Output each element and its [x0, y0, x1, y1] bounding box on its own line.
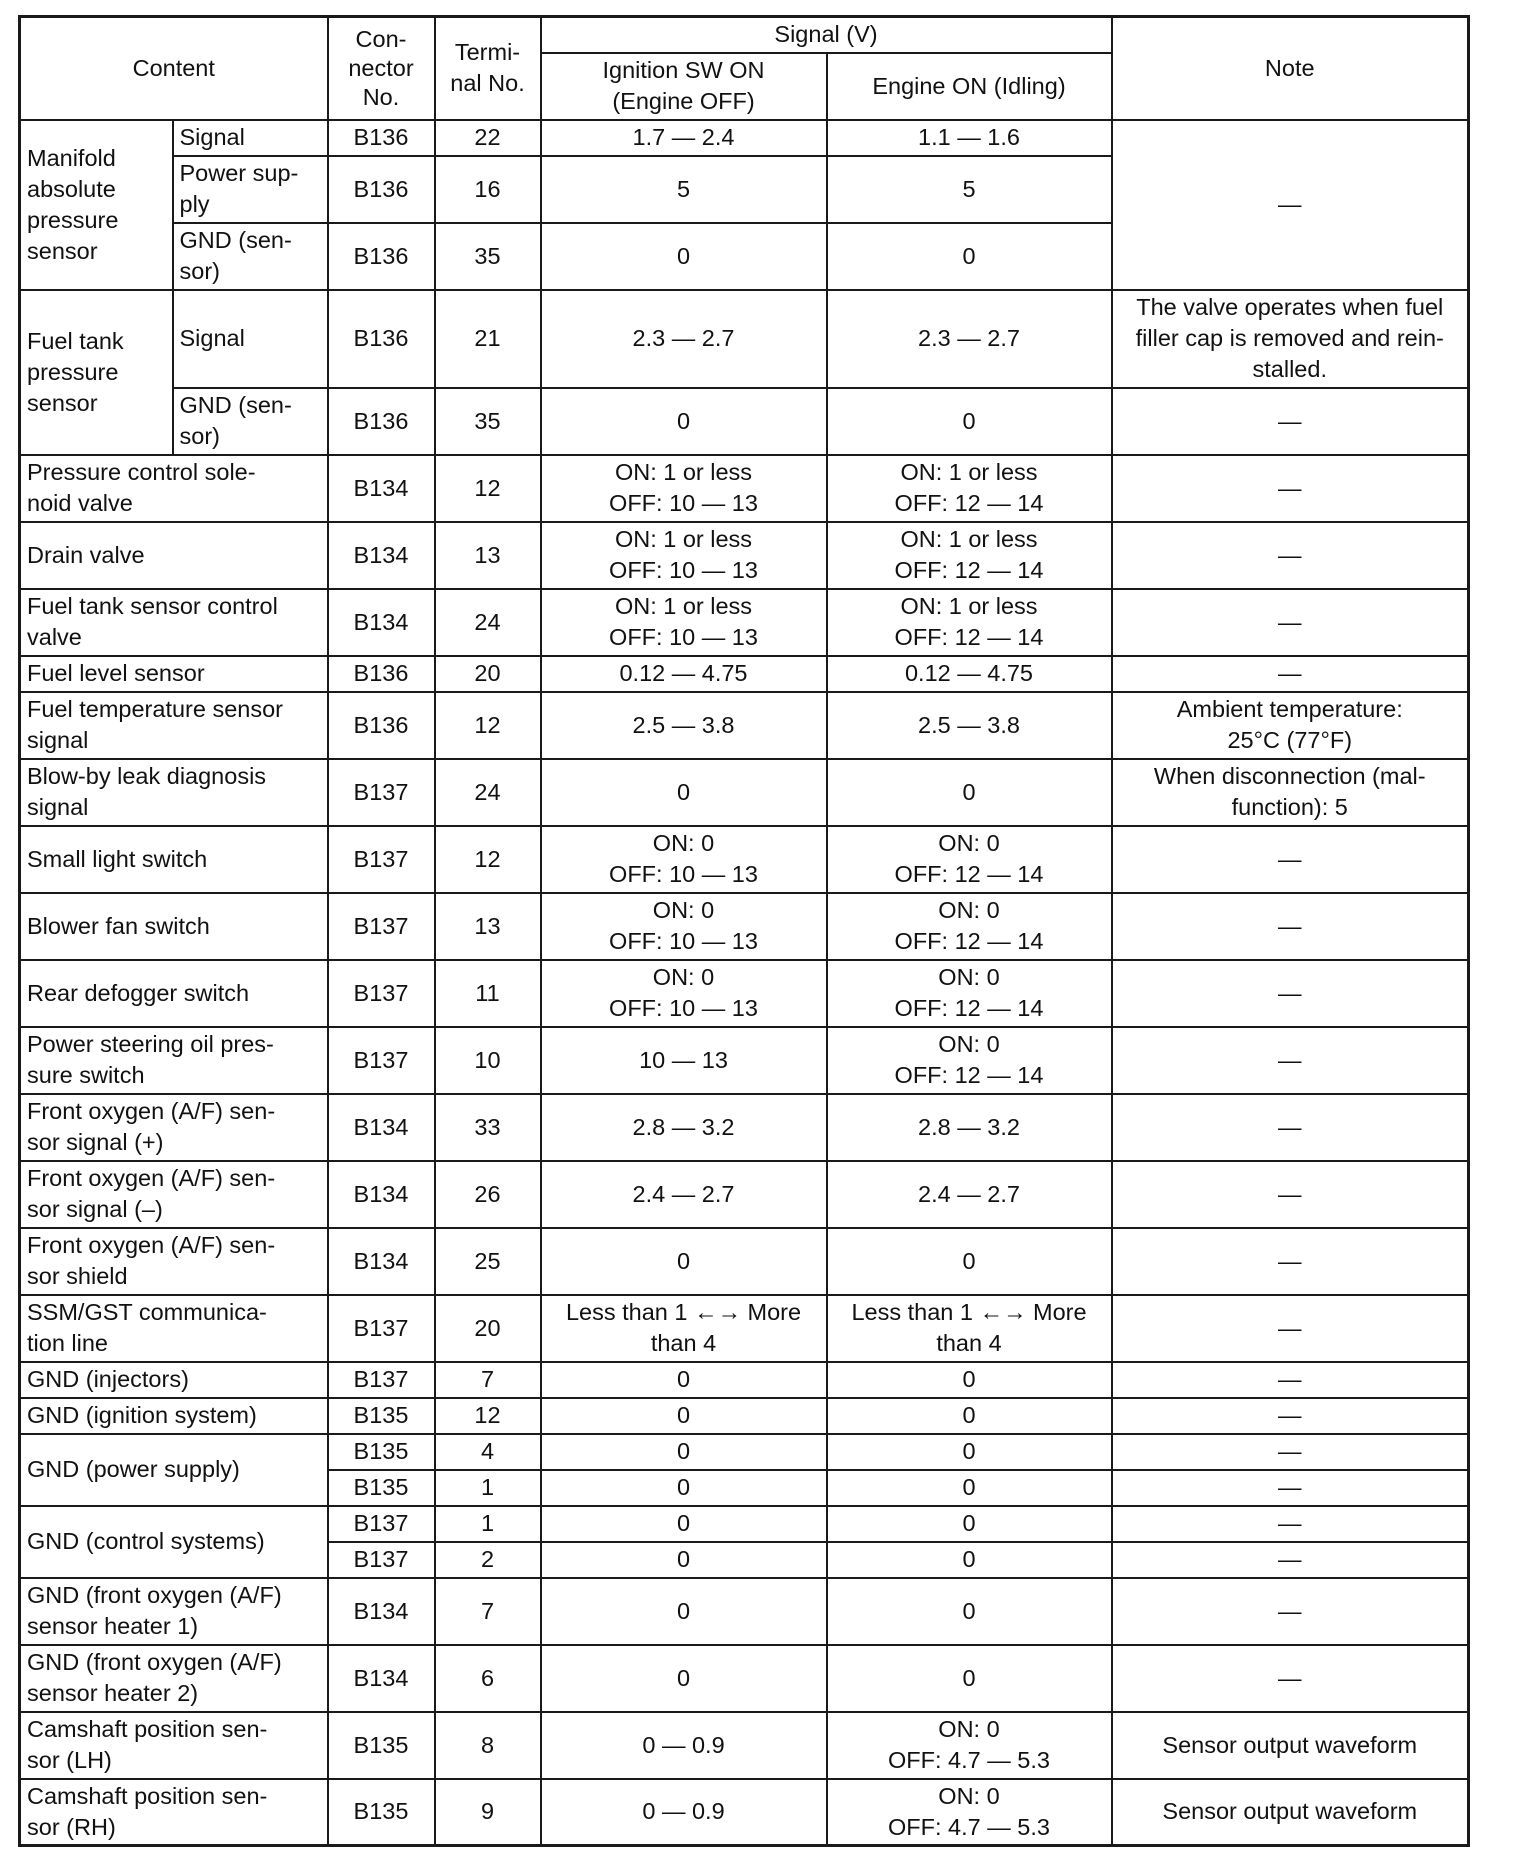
- row-engine-value: ON: 0 OFF: 12 — 14: [827, 893, 1112, 960]
- table-row: [20, 522, 1469, 589]
- row-content: Front oxygen (A/F) sen- sor signal (+): [20, 1094, 328, 1161]
- table-row: [20, 759, 1469, 826]
- table-row: [20, 1295, 1469, 1362]
- row-engine-value: 0: [827, 223, 1112, 290]
- row-terminal: 24: [435, 589, 541, 656]
- row-ignition-value: ON: 1 or less OFF: 10 — 13: [541, 589, 827, 656]
- row-connector: B137: [328, 1542, 435, 1578]
- row-terminal: 20: [435, 656, 541, 692]
- table-row: [20, 1228, 1469, 1295]
- row-note: —: [1112, 589, 1469, 656]
- row-note: —: [1112, 1434, 1469, 1470]
- header-engine-on: Engine ON (Idling): [827, 53, 1112, 120]
- row-note: —: [1112, 1645, 1469, 1712]
- row-ignition-value: 0 — 0.9: [541, 1712, 827, 1779]
- row-content: Fuel temperature sensor signal: [20, 692, 328, 759]
- row-engine-value: 0: [827, 759, 1112, 826]
- row-subcontent: GND (sen- sor): [173, 388, 328, 455]
- row-note: —: [1112, 1506, 1469, 1542]
- row-ignition-value: ON: 0 OFF: 10 — 13: [541, 826, 827, 893]
- table-row: [20, 290, 1469, 388]
- row-ignition-value: 0: [541, 388, 827, 455]
- row-terminal: 2: [435, 1542, 541, 1578]
- terminal-signal-table: [18, 15, 1470, 1847]
- row-note: Sensor output waveform: [1112, 1779, 1469, 1846]
- row-content: Camshaft position sen- sor (LH): [20, 1712, 328, 1779]
- table-row: [20, 1362, 1469, 1398]
- row-ignition-value: 10 — 13: [541, 1027, 827, 1094]
- row-ignition-value: 0: [541, 759, 827, 826]
- row-connector: B134: [328, 589, 435, 656]
- row-engine-value: 0: [827, 1542, 1112, 1578]
- row-terminal: 7: [435, 1578, 541, 1645]
- row-engine-value: 0: [827, 1578, 1112, 1645]
- header-connector: Con- nector No.: [328, 17, 435, 120]
- row-ignition-value: 2.8 — 3.2: [541, 1094, 827, 1161]
- row-connector: B137: [328, 759, 435, 826]
- row-connector: B136: [328, 156, 435, 223]
- row-content: Camshaft position sen- sor (RH): [20, 1779, 328, 1846]
- table-row: [20, 1027, 1469, 1094]
- row-terminal: 1: [435, 1506, 541, 1542]
- row-note: —: [1112, 1470, 1469, 1506]
- row-terminal: 12: [435, 1398, 541, 1434]
- table-row: [20, 388, 1469, 455]
- row-engine-value: ON: 0 OFF: 4.7 — 5.3: [827, 1779, 1112, 1846]
- row-ignition-value: 0.12 — 4.75: [541, 656, 827, 692]
- row-connector: B134: [328, 1228, 435, 1295]
- row-engine-value: 2.3 — 2.7: [827, 290, 1112, 388]
- row-content: GND (power supply): [20, 1434, 328, 1506]
- table-row: [20, 1578, 1469, 1645]
- row-engine-value: 0: [827, 1470, 1112, 1506]
- row-connector: B134: [328, 1161, 435, 1228]
- row-note: Ambient temperature: 25°C (77°F): [1112, 692, 1469, 759]
- row-terminal: 22: [435, 120, 541, 156]
- row-note: —: [1112, 960, 1469, 1027]
- row-terminal: 21: [435, 290, 541, 388]
- row-engine-value: Less than 1 ←→ More than 4: [827, 1295, 1112, 1362]
- row-ignition-value: 0: [541, 223, 827, 290]
- row-ignition-value: 2.4 — 2.7: [541, 1161, 827, 1228]
- row-terminal: 7: [435, 1362, 541, 1398]
- row-connector: B136: [328, 120, 435, 156]
- row-ignition-value: 0: [541, 1645, 827, 1712]
- row-connector: B137: [328, 1506, 435, 1542]
- row-content: Drain valve: [20, 522, 328, 589]
- row-terminal: 13: [435, 522, 541, 589]
- row-terminal: 20: [435, 1295, 541, 1362]
- table-row: [20, 589, 1469, 656]
- table-row: [20, 826, 1469, 893]
- row-content: Fuel tank pressure sensor: [20, 290, 173, 455]
- row-note: —: [1112, 1542, 1469, 1578]
- row-ignition-value: 0: [541, 1542, 827, 1578]
- table-row: [20, 1094, 1469, 1161]
- row-subcontent: Power sup- ply: [173, 156, 328, 223]
- row-content: Fuel tank sensor control valve: [20, 589, 328, 656]
- row-note: Sensor output waveform: [1112, 1712, 1469, 1779]
- row-content: Blow-by leak diagnosis signal: [20, 759, 328, 826]
- row-terminal: 35: [435, 388, 541, 455]
- row-subcontent: Signal: [173, 290, 328, 388]
- row-note: —: [1112, 1228, 1469, 1295]
- row-terminal: 10: [435, 1027, 541, 1094]
- row-connector: B137: [328, 826, 435, 893]
- row-connector: B134: [328, 455, 435, 522]
- row-note: —: [1112, 388, 1469, 455]
- row-ignition-value: 0: [541, 1362, 827, 1398]
- row-terminal: 8: [435, 1712, 541, 1779]
- row-ignition-value: 2.5 — 3.8: [541, 692, 827, 759]
- row-connector: B134: [328, 522, 435, 589]
- table-row: [20, 1506, 1469, 1542]
- row-content: GND (ignition system): [20, 1398, 328, 1434]
- row-connector: B134: [328, 1578, 435, 1645]
- row-ignition-value: 5: [541, 156, 827, 223]
- row-content: Front oxygen (A/F) sen- sor signal (–): [20, 1161, 328, 1228]
- row-ignition-value: 0: [541, 1398, 827, 1434]
- row-connector: B135: [328, 1434, 435, 1470]
- row-engine-value: ON: 0 OFF: 12 — 14: [827, 1027, 1112, 1094]
- row-connector: B137: [328, 960, 435, 1027]
- row-terminal: 33: [435, 1094, 541, 1161]
- row-connector: B137: [328, 1362, 435, 1398]
- row-note: —: [1112, 826, 1469, 893]
- row-connector: B134: [328, 1645, 435, 1712]
- header-ignition-sw-on: Ignition SW ON (Engine OFF): [541, 53, 827, 120]
- row-note: —: [1112, 1094, 1469, 1161]
- row-terminal: 12: [435, 826, 541, 893]
- row-engine-value: ON: 1 or less OFF: 12 — 14: [827, 455, 1112, 522]
- row-terminal: 26: [435, 1161, 541, 1228]
- row-connector: B135: [328, 1779, 435, 1846]
- row-content: GND (injectors): [20, 1362, 328, 1398]
- row-connector: B134: [328, 1094, 435, 1161]
- row-engine-value: ON: 0 OFF: 4.7 — 5.3: [827, 1712, 1112, 1779]
- table-row: [20, 960, 1469, 1027]
- row-content: GND (control systems): [20, 1506, 328, 1578]
- row-note: When disconnection (mal- function): 5: [1112, 759, 1469, 826]
- row-terminal: 24: [435, 759, 541, 826]
- table-row: [20, 692, 1469, 759]
- row-terminal: 6: [435, 1645, 541, 1712]
- row-engine-value: ON: 0 OFF: 12 — 14: [827, 826, 1112, 893]
- row-subcontent: GND (sen- sor): [173, 223, 328, 290]
- row-connector: B137: [328, 1027, 435, 1094]
- row-content: Pressure control sole- noid valve: [20, 455, 328, 522]
- row-engine-value: 2.5 — 3.8: [827, 692, 1112, 759]
- row-connector: B136: [328, 223, 435, 290]
- row-connector: B137: [328, 893, 435, 960]
- row-engine-value: 0.12 — 4.75: [827, 656, 1112, 692]
- row-ignition-value: 0: [541, 1228, 827, 1295]
- row-content: Power steering oil pres- sure switch: [20, 1027, 328, 1094]
- row-content: Small light switch: [20, 826, 328, 893]
- row-engine-value: 0: [827, 1362, 1112, 1398]
- row-ignition-value: 0: [541, 1578, 827, 1645]
- row-note: —: [1112, 455, 1469, 522]
- row-content: GND (front oxygen (A/F) sensor heater 1): [20, 1578, 328, 1645]
- row-terminal: 12: [435, 455, 541, 522]
- row-note: —: [1112, 1295, 1469, 1362]
- row-terminal: 12: [435, 692, 541, 759]
- table-row: [20, 1779, 1469, 1846]
- row-content: Blower fan switch: [20, 893, 328, 960]
- row-engine-value: ON: 1 or less OFF: 12 — 14: [827, 522, 1112, 589]
- header-terminal: Termi- nal No.: [435, 17, 541, 120]
- row-note: —: [1112, 1398, 1469, 1434]
- row-engine-value: 0: [827, 1645, 1112, 1712]
- row-engine-value: 1.1 — 1.6: [827, 120, 1112, 156]
- row-note: —: [1112, 1027, 1469, 1094]
- table-row: [20, 1712, 1469, 1779]
- header-content: Content: [20, 17, 328, 120]
- table-row: [20, 455, 1469, 522]
- row-connector: B136: [328, 388, 435, 455]
- row-connector: B136: [328, 692, 435, 759]
- row-terminal: 1: [435, 1470, 541, 1506]
- row-connector: B136: [328, 290, 435, 388]
- row-engine-value: ON: 0 OFF: 12 — 14: [827, 960, 1112, 1027]
- row-ignition-value: ON: 1 or less OFF: 10 — 13: [541, 522, 827, 589]
- row-note: —: [1112, 656, 1469, 692]
- row-terminal: 11: [435, 960, 541, 1027]
- table-row: [20, 1161, 1469, 1228]
- row-content: Front oxygen (A/F) sen- sor shield: [20, 1228, 328, 1295]
- header-signal: Signal (V): [541, 17, 1112, 53]
- row-terminal: 4: [435, 1434, 541, 1470]
- table-row: [20, 1434, 1469, 1470]
- row-ignition-value: 2.3 — 2.7: [541, 290, 827, 388]
- row-note: The valve operates when fuel filler cap is removed and rein- stalled.: [1112, 290, 1469, 388]
- table-row: [20, 1645, 1469, 1712]
- row-connector: B135: [328, 1712, 435, 1779]
- row-terminal: 16: [435, 156, 541, 223]
- row-engine-value: 5: [827, 156, 1112, 223]
- row-note: —: [1112, 522, 1469, 589]
- row-engine-value: 2.4 — 2.7: [827, 1161, 1112, 1228]
- row-ignition-value: ON: 1 or less OFF: 10 — 13: [541, 455, 827, 522]
- row-ignition-value: 0: [541, 1434, 827, 1470]
- row-ignition-value: ON: 0 OFF: 10 — 13: [541, 960, 827, 1027]
- row-engine-value: 0: [827, 1506, 1112, 1542]
- row-engine-value: 0: [827, 1434, 1112, 1470]
- row-ignition-value: 0 — 0.9: [541, 1779, 827, 1846]
- row-note: —: [1112, 893, 1469, 960]
- row-connector: B136: [328, 656, 435, 692]
- row-ignition-value: 0: [541, 1470, 827, 1506]
- table-row: [20, 1398, 1469, 1434]
- row-content: GND (front oxygen (A/F) sensor heater 2): [20, 1645, 328, 1712]
- row-connector: B137: [328, 1295, 435, 1362]
- row-connector: B135: [328, 1398, 435, 1434]
- row-ignition-value: ON: 0 OFF: 10 — 13: [541, 893, 827, 960]
- header-note: Note: [1112, 17, 1469, 120]
- row-engine-value: 0: [827, 1398, 1112, 1434]
- row-engine-value: 0: [827, 1228, 1112, 1295]
- row-content: Manifold absolute pressure sensor: [20, 120, 173, 290]
- row-note: —: [1112, 120, 1469, 290]
- table-row: [20, 893, 1469, 960]
- row-subcontent: Signal: [173, 120, 328, 156]
- row-terminal: 35: [435, 223, 541, 290]
- row-content: SSM/GST communica- tion line: [20, 1295, 328, 1362]
- row-ignition-value: 1.7 — 2.4: [541, 120, 827, 156]
- row-note: —: [1112, 1578, 1469, 1645]
- table-row: [20, 656, 1469, 692]
- row-note: —: [1112, 1161, 1469, 1228]
- row-terminal: 9: [435, 1779, 541, 1846]
- row-content: Fuel level sensor: [20, 656, 328, 692]
- row-engine-value: 0: [827, 388, 1112, 455]
- row-ignition-value: Less than 1 ←→ More than 4: [541, 1295, 827, 1362]
- row-engine-value: ON: 1 or less OFF: 12 — 14: [827, 589, 1112, 656]
- row-terminal: 25: [435, 1228, 541, 1295]
- row-note: —: [1112, 1362, 1469, 1398]
- row-engine-value: 2.8 — 3.2: [827, 1094, 1112, 1161]
- row-terminal: 13: [435, 893, 541, 960]
- row-ignition-value: 0: [541, 1506, 827, 1542]
- row-connector: B135: [328, 1470, 435, 1506]
- row-content: Rear defogger switch: [20, 960, 328, 1027]
- table-row: [20, 120, 1469, 156]
